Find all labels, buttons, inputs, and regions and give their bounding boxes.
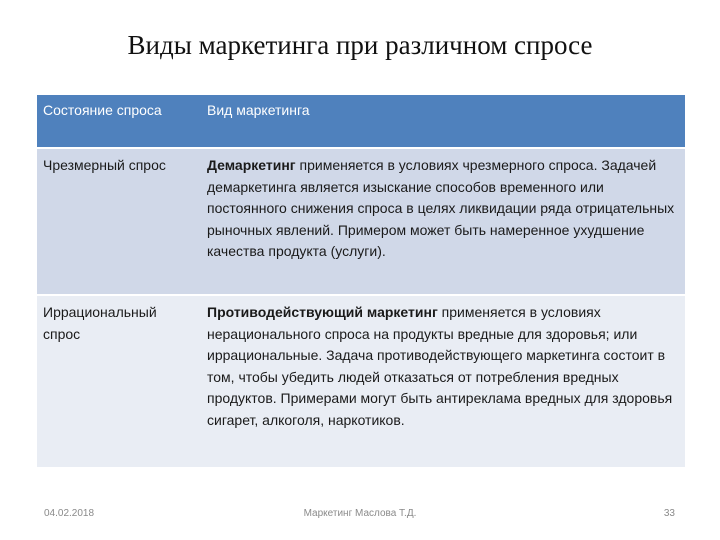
marketing-types-table — [37, 95, 685, 467]
marketing-term: Противодействующий маркетинг — [207, 304, 438, 320]
marketing-description: применяется в условиях нерационального спроса на продукты вредные для здоровья; или иррациональные. Задача противодействующего маркетинга состоит в том, чтобы убедить людей отказаться от потребления вредных продуктов. Примерами могут быть антиреклама вредных для здоровья сигарет, алкоголя, наркотиков. — [207, 304, 673, 428]
header-demand-state: Состояние спроса — [37, 95, 201, 148]
marketing-description: применяется в условиях чрезмерного спроса. Задачей демаркетинга является изыскание способов временного или постоянного снижения спроса в целях ликвидации ряда отрицательных рыночных явлений. Примером может быть намеренное ухудшение качества продукта (услуги). — [207, 157, 675, 259]
table-header-row — [37, 95, 685, 148]
header-marketing-type: Вид маркетинга — [201, 95, 685, 148]
page-number: 33 — [663, 508, 675, 519]
table-row — [37, 148, 685, 295]
marketing-type-cell — [201, 148, 685, 295]
marketing-type-cell — [201, 295, 685, 467]
marketing-term: Демаркетинг — [207, 157, 296, 173]
slide-title: Виды маркетинга при различном спросе — [127, 30, 593, 60]
footer-author: Маркетинг Маслова Т.Д. — [303, 508, 417, 519]
demand-state-cell: Иррациональный спрос — [37, 295, 201, 467]
footer-date: 04.02.2018 — [44, 508, 95, 519]
table-row — [37, 295, 685, 467]
demand-state-cell: Чрезмерный спрос — [37, 148, 201, 295]
